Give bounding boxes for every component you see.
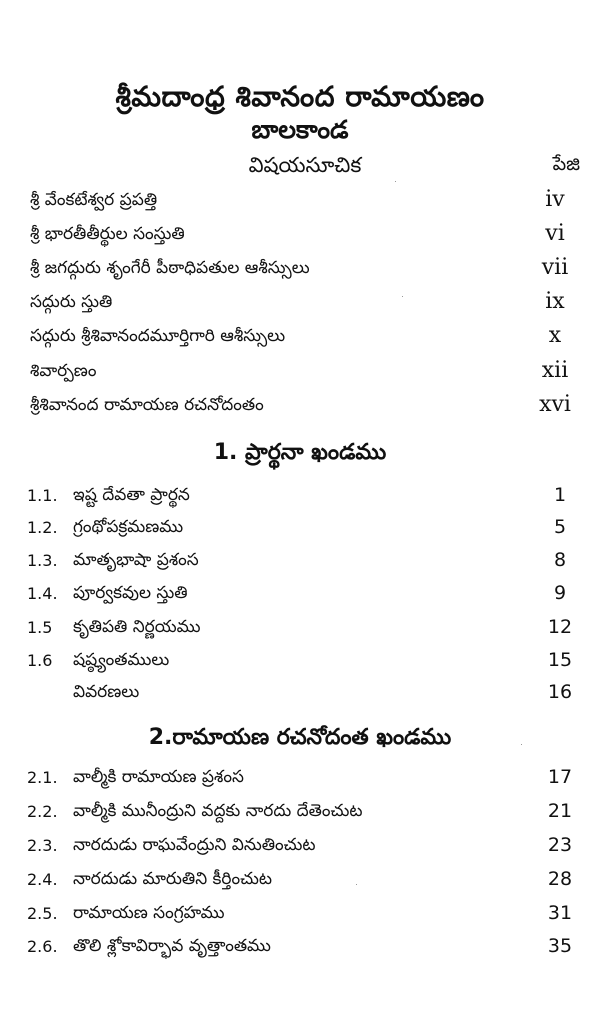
scan-speck	[395, 181, 396, 182]
entry-page: xii	[541, 358, 569, 383]
entry-title: షష్ఠ్యంతములు	[73, 650, 170, 670]
entry-page: ix	[545, 289, 565, 314]
entry-title: శ్రీ జగద్గురు శృంగేరీ పీఠాధిపతుల ఆశీస్సులు	[30, 258, 310, 278]
toc-entry-row	[27, 618, 583, 646]
page-column-heading: పేజి	[552, 153, 580, 175]
entry-number: 2.6.	[27, 937, 58, 956]
toc-entry-row	[27, 870, 583, 898]
toc-heading: విషయసూచిక	[248, 153, 362, 177]
entry-page: 17	[547, 766, 573, 788]
toc-entry-row	[27, 768, 583, 796]
scan-speck	[521, 744, 522, 745]
entry-title: శ్రీ వేంకటేశ్వర ప్రపత్తి	[30, 190, 158, 210]
front-matter-row	[27, 289, 583, 321]
section-heading: 2.రామాయణ రచనోదంత ఖండము	[148, 725, 452, 750]
entry-page: 28	[547, 868, 573, 890]
entry-page: 31	[547, 902, 573, 924]
entry-title: సద్గురు స్తుతి	[30, 292, 113, 312]
entry-page: x	[548, 323, 562, 348]
entry-title: గ్రంథోపక్రమణము	[73, 517, 184, 537]
scan-speck	[402, 296, 403, 297]
entry-number: 1.6	[27, 651, 53, 670]
toc-entry-row	[27, 486, 583, 514]
entry-title: పూర్వకవుల స్తుతి	[73, 583, 188, 603]
front-matter-row	[27, 187, 583, 219]
entry-number: 2.2.	[27, 802, 58, 821]
entry-title: ఇష్ట దేవతా ప్రార్థన	[73, 485, 190, 505]
toc-entry-row	[27, 836, 583, 864]
front-matter-row	[27, 255, 583, 287]
toc-entry-row	[27, 937, 583, 965]
entry-page: 35	[547, 935, 573, 957]
entry-number: 1.3.	[27, 551, 58, 570]
scan-speck	[356, 884, 357, 885]
entry-page: xvi	[539, 392, 571, 417]
front-matter-row	[27, 392, 583, 424]
entry-title: రామాయణ సంగ్రహము	[73, 903, 225, 923]
entry-title: నారదుడు రాఘవేంద్రుని వినుతించుట	[73, 835, 316, 855]
entry-title: శ్రీ భారతీతీర్థుల సంస్తుతి	[30, 224, 185, 244]
entry-title: కృతిపతి నిర్ణయము	[73, 617, 201, 637]
entry-page: 9	[553, 582, 567, 604]
entry-number: 2.1.	[27, 768, 58, 787]
entry-number: 1.5	[27, 618, 53, 637]
entry-page: vi	[545, 221, 565, 246]
entry-number: 2.5.	[27, 904, 58, 923]
toc-entry-row	[27, 651, 583, 679]
entry-page: 15	[547, 649, 573, 671]
entry-title: నారదుడు మారుతిని కీర్తించుట	[73, 869, 273, 889]
entry-number: 1.4.	[27, 584, 58, 603]
book-subtitle: బాలకాండ	[251, 115, 349, 144]
entry-page: 12	[547, 616, 573, 638]
entry-title: తొలి శ్లోకావిర్భావ వృత్తాంతము	[73, 936, 271, 956]
entry-page: iv	[545, 187, 565, 212]
entry-number: 1.1.	[27, 486, 58, 505]
entry-page: 5	[553, 516, 567, 538]
entry-title: వివరణలు	[73, 682, 140, 702]
entry-page: 16	[547, 681, 573, 703]
entry-title: వాల్మీకి రామాయణ ప్రశంస	[73, 767, 244, 787]
toc-entry-row	[27, 551, 583, 579]
entry-page: 1	[553, 484, 567, 506]
toc-entry-row	[27, 802, 583, 830]
entry-title: శివార్పణం	[30, 361, 97, 381]
entry-number: 2.4.	[27, 870, 58, 889]
book-title: శ్రీమదాంధ్ర శివానంద రామాయణం	[115, 80, 485, 113]
front-matter-row	[27, 358, 583, 390]
entry-page: 23	[547, 834, 573, 856]
section-heading: 1. ప్రార్థనా ఖండము	[213, 440, 387, 465]
entry-page: 8	[553, 549, 567, 571]
toc-entry-row	[27, 518, 583, 546]
toc-entry-row	[27, 904, 583, 932]
entry-number: 2.3.	[27, 836, 58, 855]
entry-title: శ్రీశివానంద రామాయణ రచనోదంతం	[30, 395, 264, 415]
entry-title: వాల్మీకి మునీంద్రుని వద్దకు నారదు దేతెంచుట	[73, 801, 363, 821]
toc-entry-row	[27, 683, 583, 711]
front-matter-row	[27, 323, 583, 355]
toc-entry-row	[27, 584, 583, 612]
entry-page: vii	[541, 255, 569, 280]
entry-title: సద్గురు శ్రీశివానందమూర్తిగారి ఆశీస్సులు	[30, 326, 286, 346]
entry-page: 21	[547, 800, 573, 822]
entry-number: 1.2.	[27, 518, 58, 537]
entry-title: మాతృభాషా ప్రశంస	[73, 550, 199, 570]
front-matter-row	[27, 221, 583, 253]
